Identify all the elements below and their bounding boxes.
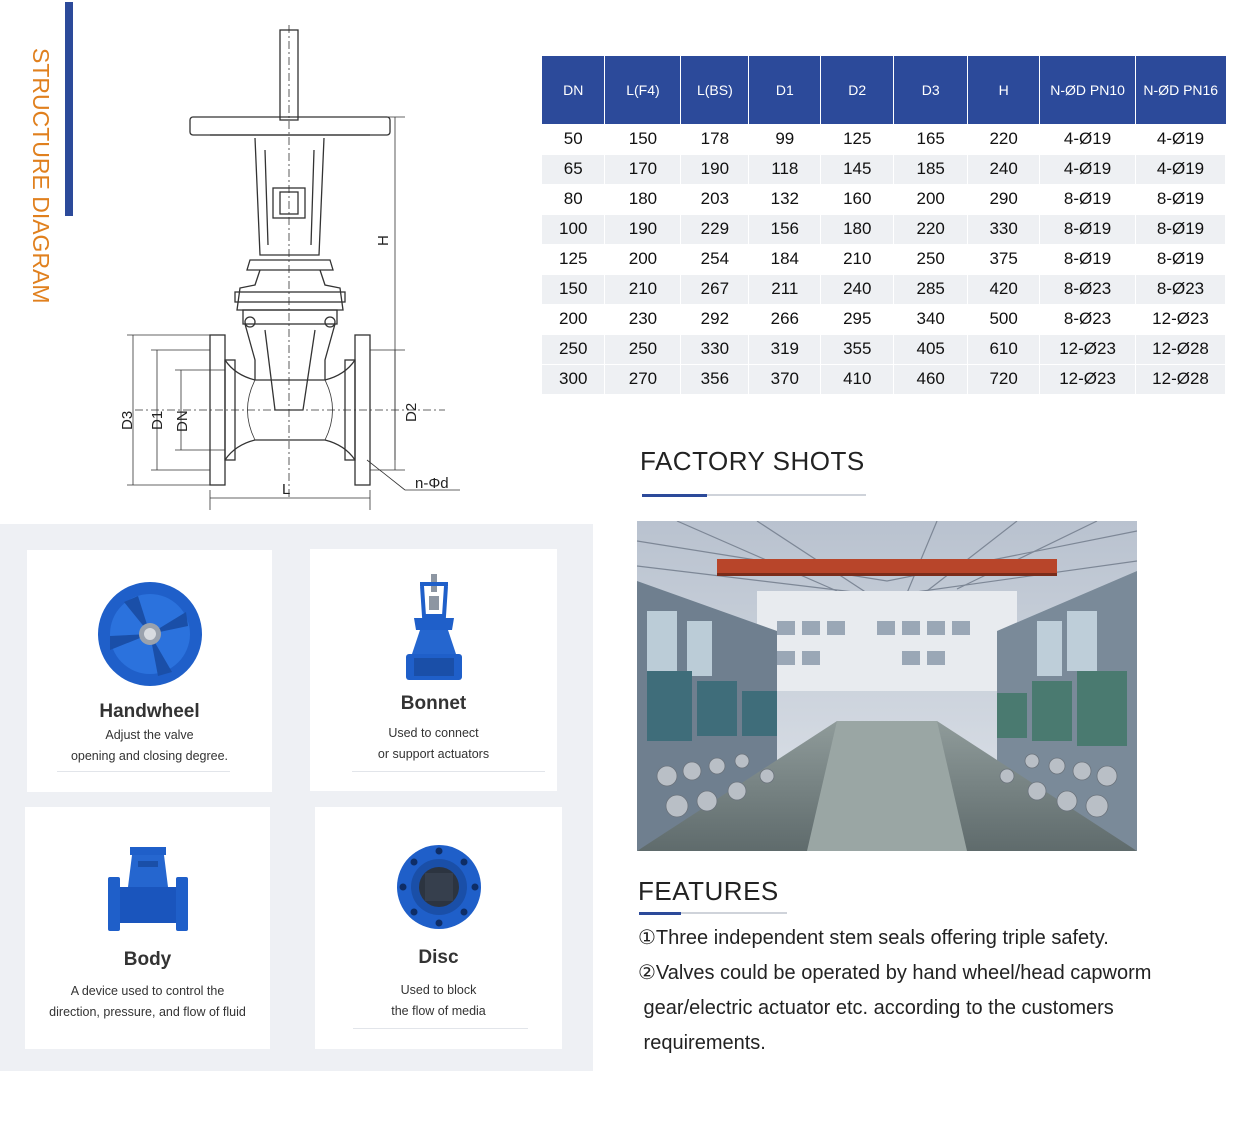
label-d2: D2	[403, 402, 420, 422]
header-lbs: L(BS)	[681, 56, 749, 124]
features-title-accent	[639, 912, 681, 915]
disc-icon	[395, 843, 483, 931]
part-desc-bonnet-2: or support actuators	[377, 747, 490, 761]
table-cell: 319	[749, 334, 821, 364]
label-l: L	[282, 481, 291, 498]
table-cell: 200	[894, 184, 968, 214]
table-cell: 99	[749, 124, 821, 154]
part-desc-disc-2: the flow of media	[391, 1004, 486, 1018]
feature-item-1: ①Three independent stem seals offering triple safety.	[638, 927, 1109, 949]
header-h: H	[968, 56, 1040, 124]
table-cell: 720	[968, 364, 1040, 394]
table-cell: 254	[681, 244, 749, 274]
part-desc-body-2: direction, pressure, and flow of fluid	[49, 1005, 246, 1019]
valve-body-icon	[108, 847, 188, 931]
label-d3: D3	[119, 410, 136, 430]
factory-hall-illustration	[637, 521, 1137, 851]
table-cell: 405	[894, 334, 968, 364]
table-cell: 4-Ø19	[1040, 154, 1136, 184]
table-cell: 145	[821, 154, 894, 184]
table-cell: 420	[968, 274, 1040, 304]
table-cell: 12-Ø23	[1040, 364, 1136, 394]
table-cell: 610	[968, 334, 1040, 364]
part-name-disc: Disc	[418, 947, 459, 968]
table-cell: 8-Ø19	[1136, 214, 1226, 244]
table-cell: 267	[681, 274, 749, 304]
table-cell: 8-Ø19	[1040, 244, 1136, 274]
table-cell: 290	[968, 184, 1040, 214]
factory-shots-title: FACTORY SHOTS	[640, 446, 865, 476]
table-cell: 266	[749, 304, 821, 334]
table-cell: 200	[542, 304, 605, 334]
table-cell: 4-Ø19	[1040, 124, 1136, 154]
factory-title-rule	[642, 494, 866, 496]
table-cell: 4-Ø19	[1136, 154, 1226, 184]
table-cell: 180	[821, 214, 894, 244]
title-accent-bar	[65, 2, 73, 216]
table-cell: 340	[894, 304, 968, 334]
factory-photo	[637, 521, 1137, 851]
table-cell: 250	[542, 334, 605, 364]
table-cell: 230	[605, 304, 681, 334]
table-cell: 8-Ø19	[1136, 184, 1226, 214]
bonnet-icon	[402, 574, 466, 684]
table-cell: 50	[542, 124, 605, 154]
table-cell: 370	[749, 364, 821, 394]
table-cell: 100	[542, 214, 605, 244]
table-cell: 250	[894, 244, 968, 274]
handwheel-icon	[94, 578, 206, 690]
part-name-body: Body	[123, 949, 172, 970]
table-cell: 211	[749, 274, 821, 304]
part-desc-body-1: A device used to control the	[70, 984, 225, 998]
label-d1: D1	[149, 410, 166, 430]
table-cell: 12-Ø23	[1040, 334, 1136, 364]
part-desc-handwheel-2: opening and closing degree.	[70, 749, 229, 763]
table-cell: 300	[542, 364, 605, 394]
table-cell: 178	[681, 124, 749, 154]
part-name-handwheel: Handwheel	[99, 701, 200, 722]
part-desc-disc-1: Used to block	[400, 983, 477, 997]
header-d3: D3	[894, 56, 968, 124]
table-cell: 295	[821, 304, 894, 334]
table-cell: 330	[968, 214, 1040, 244]
table-cell: 12-Ø23	[1136, 304, 1226, 334]
header-dn: DN	[542, 56, 605, 124]
header-pn10: N-ØD PN10	[1040, 56, 1136, 124]
features-title-rule	[639, 912, 787, 914]
table-cell: 150	[605, 124, 681, 154]
table-cell: 285	[894, 274, 968, 304]
label-h: H	[375, 235, 392, 246]
parts-panel	[0, 524, 593, 1071]
table-cell: 240	[821, 274, 894, 304]
part-card-handwheel	[27, 550, 272, 792]
structure-diagram-title: STRUCTURE DIAGRAM	[28, 48, 54, 304]
header-pn16: N-ØD PN16	[1136, 56, 1226, 124]
table-cell: 190	[605, 214, 681, 244]
table-row	[542, 124, 1226, 154]
table-cell: 200	[605, 244, 681, 274]
feature-item-3: gear/electric actuator etc. according to the customers	[638, 997, 1114, 1019]
table-cell: 80	[542, 184, 605, 214]
table-cell: 65	[542, 154, 605, 184]
table-cell: 118	[749, 154, 821, 184]
table-cell: 240	[968, 154, 1040, 184]
table-cell: 355	[821, 334, 894, 364]
table-cell: 184	[749, 244, 821, 274]
table-row	[542, 184, 1226, 214]
part-card-bonnet	[310, 549, 557, 791]
table-cell: 220	[894, 214, 968, 244]
part-desc-handwheel-1: Adjust the valve	[105, 728, 194, 742]
table-cell: 8-Ø19	[1136, 244, 1226, 274]
table-cell: 165	[894, 124, 968, 154]
table-row	[542, 214, 1226, 244]
table-cell: 203	[681, 184, 749, 214]
table-cell: 12-Ø28	[1136, 334, 1226, 364]
table-cell: 330	[681, 334, 749, 364]
table-row	[542, 304, 1226, 334]
table-cell: 160	[821, 184, 894, 214]
table-cell: 220	[968, 124, 1040, 154]
gate-valve-drawing	[105, 20, 475, 515]
table-cell: 410	[821, 364, 894, 394]
table-cell: 292	[681, 304, 749, 334]
table-cell: 500	[968, 304, 1040, 334]
part-card-disc	[315, 807, 562, 1049]
part-name-bonnet: Bonnet	[400, 693, 467, 714]
table-cell: 270	[605, 364, 681, 394]
table-cell: 132	[749, 184, 821, 214]
table-row	[542, 154, 1226, 184]
table-cell: 185	[894, 154, 968, 184]
table-cell: 8-Ø19	[1040, 184, 1136, 214]
table-cell: 8-Ø23	[1136, 274, 1226, 304]
table-cell: 12-Ø28	[1136, 364, 1226, 394]
part-card-body	[25, 807, 270, 1049]
card-divider	[352, 771, 545, 772]
factory-title-accent	[642, 494, 707, 497]
feature-item-2: ②Valves could be operated by hand wheel/head capworm	[638, 962, 1152, 984]
card-divider	[57, 771, 230, 772]
table-cell: 190	[681, 154, 749, 184]
table-cell: 8-Ø23	[1040, 274, 1136, 304]
part-desc-bonnet-1: Used to connect	[388, 726, 479, 740]
table-cell: 375	[968, 244, 1040, 274]
table-cell: 8-Ø23	[1040, 304, 1136, 334]
table-cell: 156	[749, 214, 821, 244]
table-cell: 125	[542, 244, 605, 274]
label-nd: n-Φd	[415, 475, 449, 492]
table-cell: 170	[605, 154, 681, 184]
header-lf4: L(F4)	[605, 56, 681, 124]
table-cell: 250	[605, 334, 681, 364]
table-cell: 8-Ø19	[1040, 214, 1136, 244]
table-cell: 210	[605, 274, 681, 304]
features-title: FEATURES	[638, 876, 779, 906]
table-row	[542, 274, 1226, 304]
table-cell: 150	[542, 274, 605, 304]
table-cell: 4-Ø19	[1136, 124, 1226, 154]
table-cell: 460	[894, 364, 968, 394]
table-cell: 210	[821, 244, 894, 274]
feature-item-4: requirements.	[638, 1032, 766, 1054]
table-header-row	[542, 56, 1226, 124]
table-row	[542, 334, 1226, 364]
table-row	[542, 244, 1226, 274]
table-cell: 180	[605, 184, 681, 214]
table-row	[542, 364, 1226, 394]
table-cell: 125	[821, 124, 894, 154]
table-cell: 229	[681, 214, 749, 244]
label-dn: DN	[174, 410, 191, 432]
dimension-table	[542, 56, 1226, 395]
header-d1: D1	[749, 56, 821, 124]
header-d2: D2	[821, 56, 894, 124]
card-divider	[353, 1028, 528, 1029]
table-cell: 356	[681, 364, 749, 394]
